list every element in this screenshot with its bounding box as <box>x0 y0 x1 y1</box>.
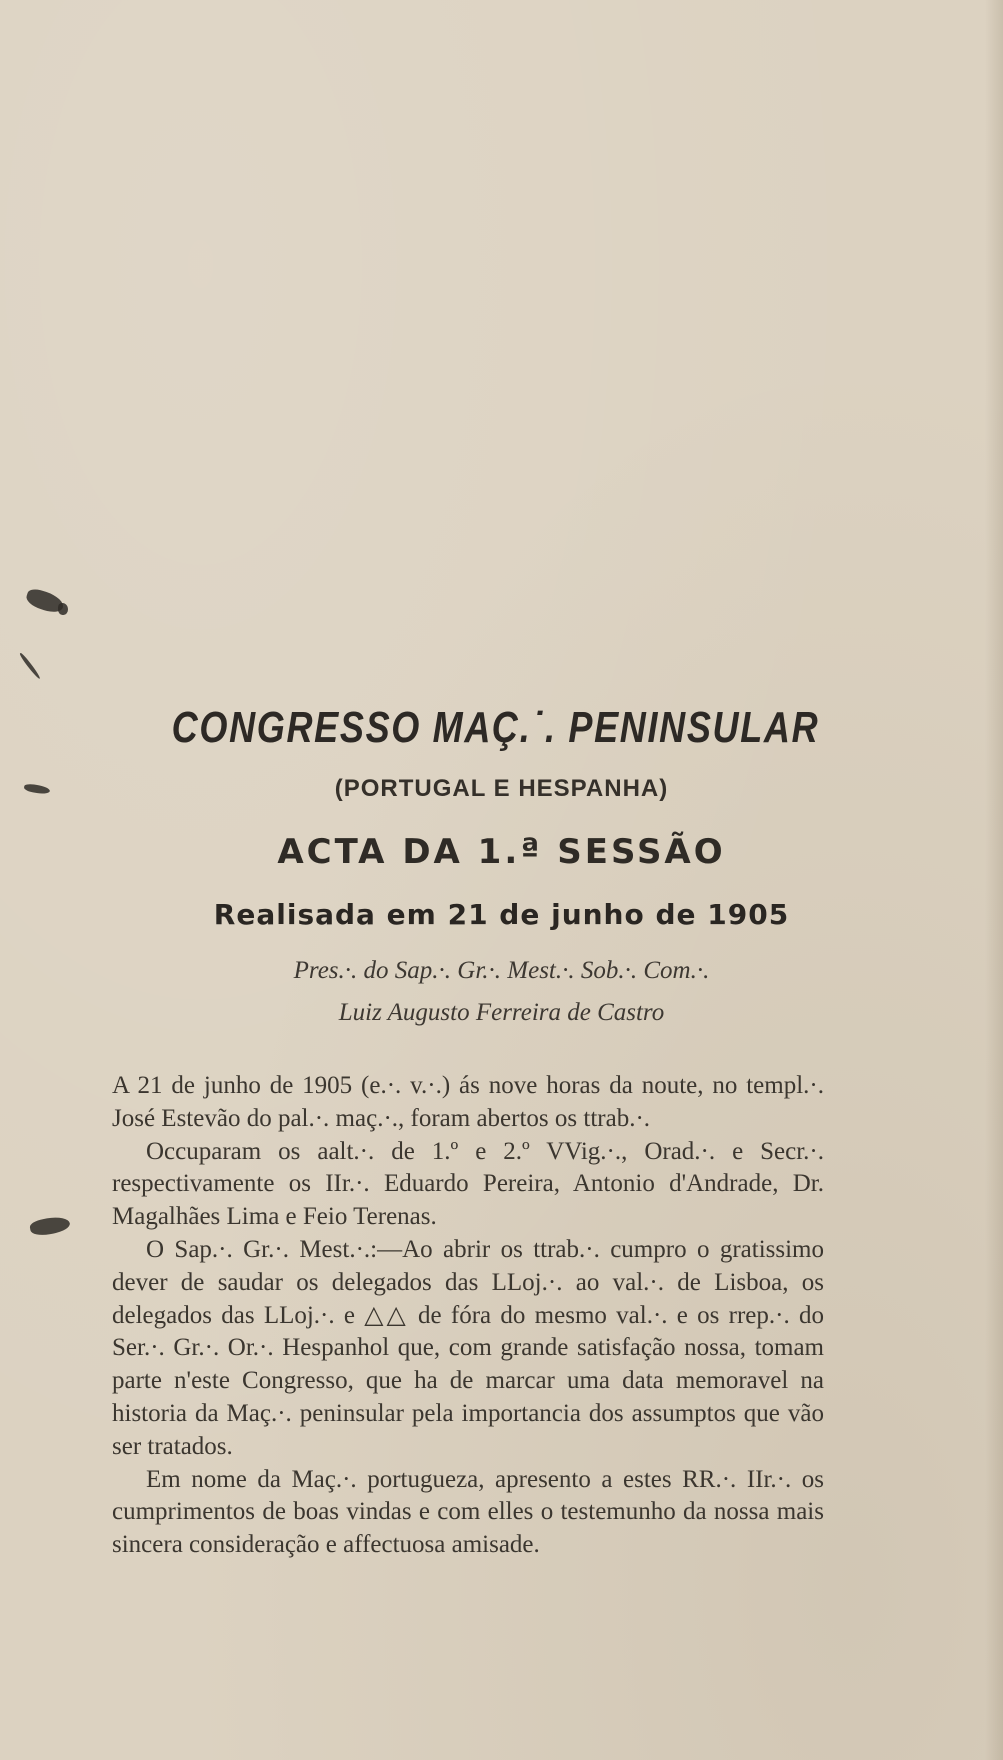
minutes-body <box>112 1070 824 1562</box>
congress-subtitle: (PORTUGAL E HESPANHA) <box>334 775 669 802</box>
paragraph-grand-master-speech: O Sap.·. Gr.·. Mest.·.:—Ao abrir os ttrab.·. cumpro o gratissimo dever de saudar os delegados das LLoj.·. ao val.·. de Lisboa, os delegados das LLoj.·. e △△ de fóra do mesmo val.·. e os rrep.·. do Ser.·. Gr.·. Or.·. Hespanhol que, com grande satisfação nossa, tomam parte n'este Congresso, que ha de marcar uma data memoravel na historia da Maç.·. peninsular pela importancia dos assumptos que vão ser tratados. <box>112 1235 824 1460</box>
binding-mark <box>29 1215 71 1238</box>
document-header <box>0 700 1003 1028</box>
binding-mark <box>58 603 68 615</box>
president-name: Luiz Augusto Ferreira de Castro <box>338 999 665 1026</box>
session-date: Realisada em 21 de junho de 1905 <box>213 898 790 931</box>
session-heading: ACTA DA 1.ª SESSÃO <box>277 832 726 872</box>
binding-mark <box>19 652 42 680</box>
presidency-line: Pres.·. do Sap.·. Gr.·. Mest.·. Sob.·. Com.·. <box>293 957 710 984</box>
paragraph-officers: Occuparam os aalt.·. de 1.º e 2.º VVig.·., Orad.·. e Secr.·. respectivamente os IIr.·. Eduardo Pereira, Antonio d'Andrade, Dr. Magalhães Lima e Feio Terenas. <box>112 1137 824 1231</box>
congress-title: CONGRESSO MAÇ.˙. PENINSULAR <box>171 703 820 752</box>
paragraph-greetings: Em nome da Maç.·. portugueza, apresento a estes RR.·. IIr.·. os cumprimentos de boas vindas e com elles o testemunho da nossa mais sincera consideração e affectuosa amisade. <box>112 1465 824 1559</box>
paragraph-opening: A 21 de junho de 1905 (e.·. v.·.) ás nove horas da noute, no templ.·. José Estevão do pal.·. maç.·., foram abertos os ttrab.·. <box>112 1072 824 1132</box>
